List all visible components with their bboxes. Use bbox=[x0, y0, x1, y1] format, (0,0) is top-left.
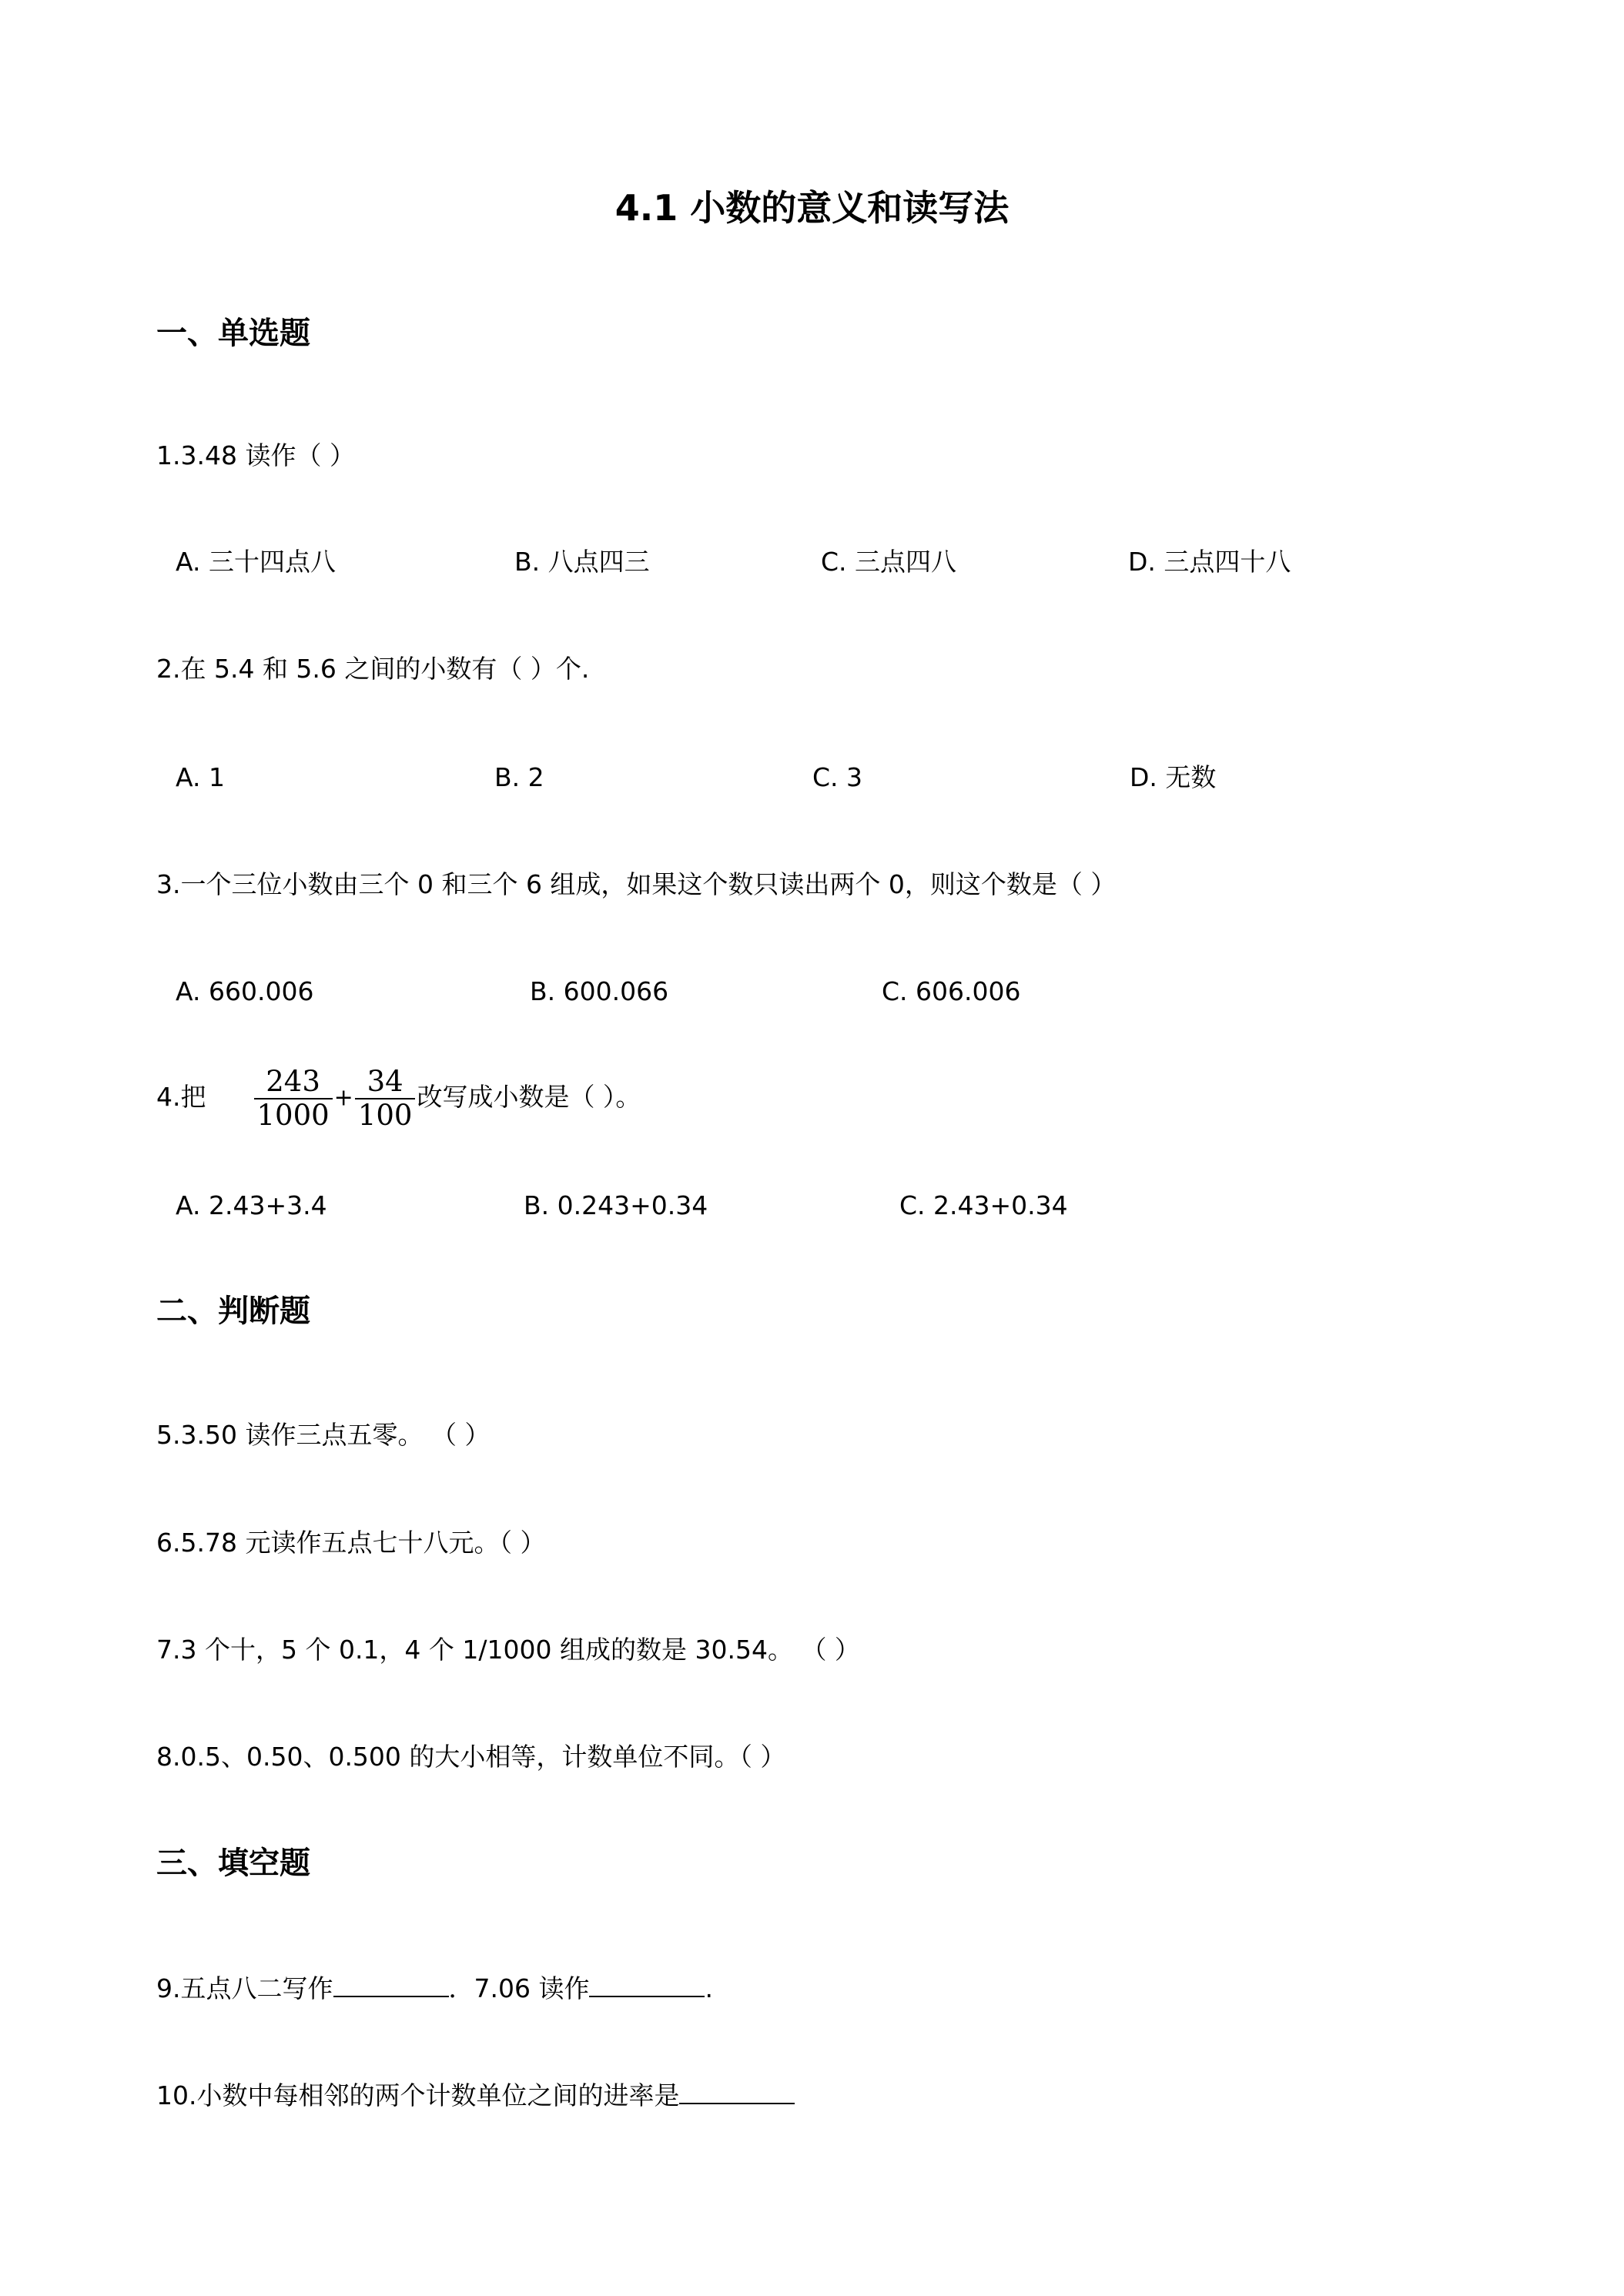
fraction-243-1000 bbox=[254, 1066, 333, 1132]
question-7: 7.3 个十，5 个 0.1，4 个 1/1000 组成的数是 30.54。 （ ） bbox=[156, 1635, 860, 1665]
page-title: 4.1 小数的意义和读写法 bbox=[614, 187, 1010, 229]
plus-sign: + bbox=[333, 1084, 353, 1112]
question-3-option-c: C. 606.006 bbox=[882, 976, 1021, 1006]
question-1: 1.3.48 读作（ ） bbox=[156, 440, 355, 470]
question-1-option-a: A. 三十四点八 bbox=[176, 547, 336, 577]
fraction-2-numerator: 34 bbox=[355, 1066, 416, 1099]
question-4 bbox=[156, 1063, 641, 1133]
question-9-part-1: 9.五点八二写作 bbox=[156, 1973, 333, 2003]
question-2: 2.在 5.4 和 5.6 之间的小数有（ ）个. bbox=[156, 654, 590, 684]
fraction-1-numerator: 243 bbox=[254, 1066, 333, 1099]
question-10 bbox=[156, 2077, 795, 2114]
question-9 bbox=[156, 1970, 713, 2007]
question-8: 8.0.5、0.50、0.500 的大小相等，计数单位不同。（ ） bbox=[156, 1742, 786, 1772]
question-5: 5.3.50 读作三点五零。 （ ） bbox=[156, 1420, 491, 1450]
question-3: 3.一个三位小数由三个 0 和三个 6 组成，如果这个数只读出两个 0，则这个数是（ ） bbox=[156, 869, 1117, 899]
question-3-option-a: A. 660.006 bbox=[176, 976, 314, 1006]
question-1-option-c: C. 三点四八 bbox=[821, 547, 957, 577]
question-1-option-b: B. 八点四三 bbox=[514, 547, 650, 577]
question-4-prefix: 4.把 bbox=[156, 1082, 206, 1112]
question-4-option-c: C. 2.43+0.34 bbox=[899, 1190, 1068, 1220]
question-9-part-3: . bbox=[705, 1973, 713, 2003]
question-2-option-d: D. 无数 bbox=[1130, 762, 1217, 792]
question-4-option-b: B. 0.243+0.34 bbox=[524, 1190, 708, 1220]
question-4-suffix: 改写成小数是（ ）。 bbox=[417, 1082, 641, 1112]
fraction-34-100 bbox=[355, 1066, 416, 1132]
question-6: 6.5.78 元读作五点七十八元。（ ） bbox=[156, 1528, 546, 1558]
answer-blank bbox=[679, 2077, 795, 2104]
question-1-option-d: D. 三点四十八 bbox=[1128, 547, 1291, 577]
answer-blank bbox=[333, 1970, 449, 1997]
section-heading-true-false: 二、判断题 bbox=[156, 1294, 310, 1329]
question-10-text: 10.小数中每相邻的两个计数单位之间的进率是 bbox=[156, 2080, 680, 2110]
question-2-option-b: B. 2 bbox=[494, 762, 544, 792]
question-9-part-2: ．7.06 读作 bbox=[448, 1973, 590, 2003]
fraction-2-denominator: 100 bbox=[357, 1098, 413, 1132]
question-2-option-a: A. 1 bbox=[176, 762, 225, 792]
question-4-option-a: A. 2.43+3.4 bbox=[176, 1190, 327, 1220]
question-3-option-b: B. 600.066 bbox=[530, 976, 669, 1006]
section-heading-single-choice: 一、单选题 bbox=[156, 316, 310, 351]
answer-blank bbox=[589, 1970, 705, 1997]
fraction-1-denominator: 1000 bbox=[256, 1098, 330, 1132]
section-heading-fill-blank: 三、填空题 bbox=[156, 1846, 310, 1881]
question-2-option-c: C. 3 bbox=[812, 762, 863, 792]
